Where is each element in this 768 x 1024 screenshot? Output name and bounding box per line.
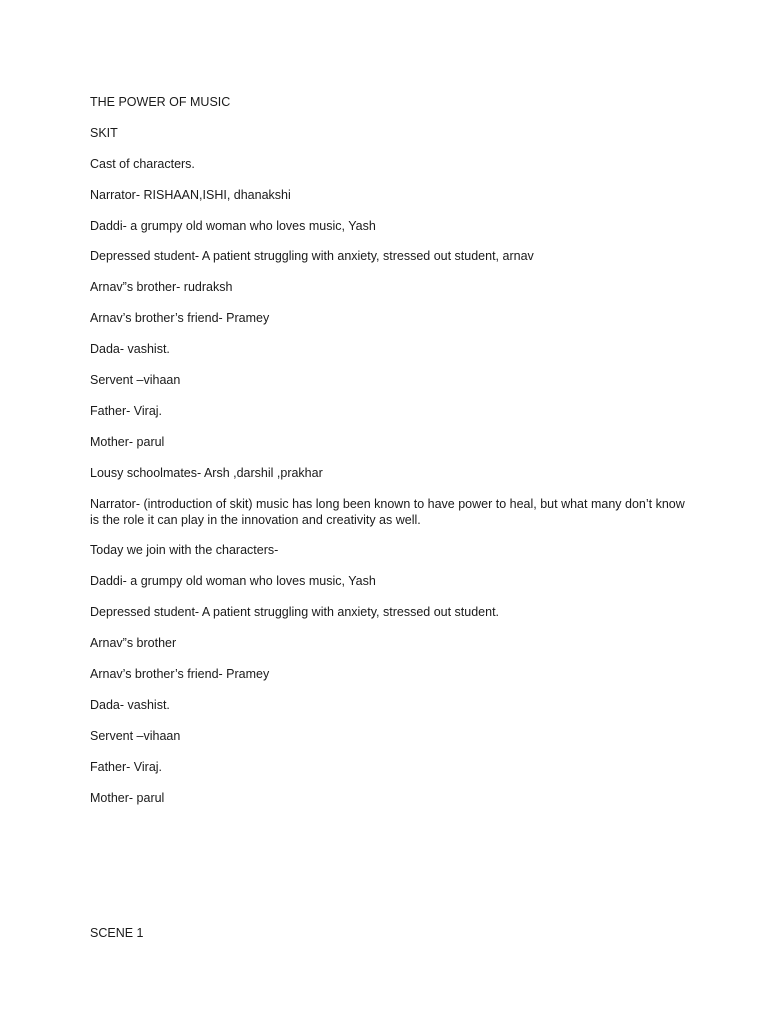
cast-item: Father- Viraj. xyxy=(90,403,163,418)
cast-heading: Cast of characters. xyxy=(90,156,195,171)
cast-item: Narrator- RISHAAN,ISHI, dhanakshi xyxy=(90,187,291,202)
document-subtitle: SKIT xyxy=(90,125,118,140)
narration-paragraph: Narrator- (introduction of skit) music has long been known to have power to heal, but what many don’t know is the role it can play in the innovation and creativity as well. xyxy=(90,496,685,527)
character-item: Dada- vashist. xyxy=(90,697,170,712)
join-line: Today we join with the characters- xyxy=(90,543,279,558)
cast-item: Dada- vashist. xyxy=(90,342,170,357)
scene-heading: SCENE 1 xyxy=(90,925,144,940)
cast-item: Servent –vihaan xyxy=(90,373,181,388)
document-body xyxy=(90,94,690,820)
cast-item: Arnav’s brother’s friend- Pramey xyxy=(90,311,270,326)
cast-item: Lousy schoolmates- Arsh ,darshil ,prakhar xyxy=(90,465,323,480)
document-title: THE POWER OF MUSIC xyxy=(90,95,231,109)
character-item: Arnav’s brother’s friend- Pramey xyxy=(90,667,270,682)
character-item: Mother- parul xyxy=(90,790,165,805)
character-item: Daddi- a grumpy old woman who loves music, Yash xyxy=(90,574,376,589)
character-item: Arnav”s brother xyxy=(90,636,177,651)
cast-item: Daddi- a grumpy old woman who loves music, Yash xyxy=(90,218,376,233)
cast-item: Arnav”s brother- rudraksh xyxy=(90,280,233,295)
character-item: Servent –vihaan xyxy=(90,728,181,743)
character-item: Depressed student- A patient struggling with anxiety, stressed out student. xyxy=(90,605,500,620)
character-item: Father- Viraj. xyxy=(90,759,163,774)
cast-item: Depressed student- A patient struggling with anxiety, stressed out student, arnav xyxy=(90,249,534,264)
cast-item: Mother- parul xyxy=(90,434,165,449)
